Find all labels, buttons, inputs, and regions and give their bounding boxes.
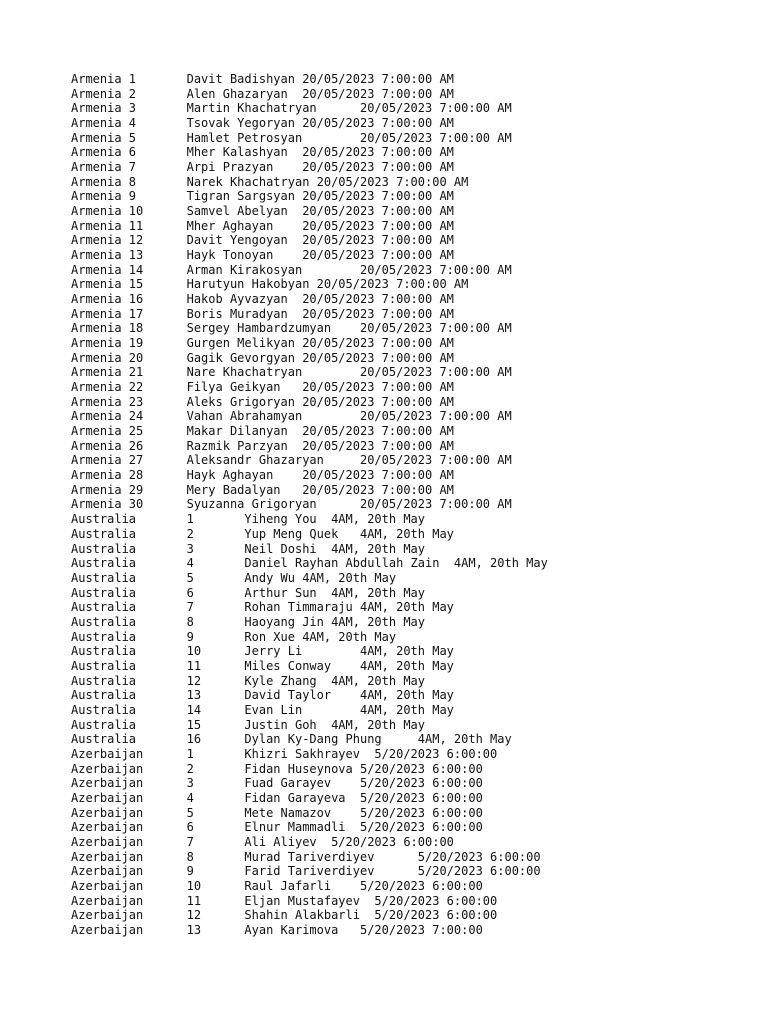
text-line: Australia 10 Jerry Li 4AM, 20th May bbox=[71, 644, 454, 659]
text-line: Azerbaijan 12 Shahin Alakbarli 5/20/2023 6:00:00 bbox=[71, 908, 498, 923]
text-line: Armenia 15 Harutyun Hakobyan 20/05/2023 7:00:00 AM bbox=[71, 277, 469, 292]
text-line: Armenia 7 Arpi Prazyan 20/05/2023 7:00:00 AM bbox=[71, 160, 454, 175]
text-line: Australia 3 Neil Doshi 4AM, 20th May bbox=[71, 541, 426, 556]
text-line: Armenia 5 Hamlet Petrosyan 20/05/2023 7:00:00 AM bbox=[71, 130, 512, 145]
text-line: Armenia 8 Narek Khachatryan 20/05/2023 7:00:00 AM bbox=[71, 174, 469, 189]
text-line: Armenia 19 Gurgen Melikyan 20/05/2023 7:00:00 AM bbox=[71, 336, 454, 351]
text-line: Australia 1 Yiheng You 4AM, 20th May bbox=[71, 512, 426, 527]
text-line: Armenia 18 Sergey Hambardzumyan 20/05/2023 7:00:00 AM bbox=[71, 321, 512, 336]
text-line: Australia 11 Miles Conway 4AM, 20th May bbox=[71, 658, 454, 673]
text-line: Australia 7 Rohan Timmaraju 4AM, 20th May bbox=[71, 600, 454, 615]
text-line: Armenia 29 Mery Badalyan 20/05/2023 7:00:00 AM bbox=[71, 482, 454, 497]
text-line: Armenia 24 Vahan Abrahamyan 20/05/2023 7:00:00 AM bbox=[71, 409, 512, 424]
text-line: Azerbaijan 13 Ayan Karimova 5/20/2023 7:00:00 bbox=[71, 922, 483, 937]
text-line: Azerbaijan 8 Murad Tariverdiyev 5/20/2023 6:00:00 bbox=[71, 849, 541, 864]
text-line: Armenia 28 Hayk Aghayan 20/05/2023 7:00:00 AM bbox=[71, 468, 454, 483]
text-line: Armenia 11 Mher Aghayan 20/05/2023 7:00:00 AM bbox=[71, 218, 454, 233]
text-line: Armenia 1 Davit Badishyan 20/05/2023 7:00:00 AM bbox=[71, 72, 454, 86]
text-line: Armenia 22 Filya Geikyan 20/05/2023 7:00:00 AM bbox=[71, 380, 454, 395]
text-line: Australia 2 Yup Meng Quek 4AM, 20th May bbox=[71, 526, 454, 541]
text-line: Armenia 14 Arman Kirakosyan 20/05/2023 7:00:00 AM bbox=[71, 262, 512, 277]
text-line: Armenia 12 Davit Yengoyan 20/05/2023 7:00:00 AM bbox=[71, 233, 454, 248]
text-line: Australia 8 Haoyang Jin 4AM, 20th May bbox=[71, 614, 426, 629]
text-line: Azerbaijan 11 Eljan Mustafayev 5/20/2023 6:00:00 bbox=[71, 893, 498, 908]
text-line: Azerbaijan 1 Khizri Sakhrayev 5/20/2023 6:00:00 bbox=[71, 746, 498, 761]
text-line: Armenia 23 Aleks Grigoryan 20/05/2023 7:00:00 AM bbox=[71, 394, 454, 409]
text-line: Azerbaijan 3 Fuad Garayev 5/20/2023 6:00:00 bbox=[71, 776, 483, 791]
text-line: Armenia 30 Syuzanna Grigoryan 20/05/2023 7:00:00 AM bbox=[71, 497, 512, 512]
text-line: Azerbaijan 9 Farid Tariverdiyev 5/20/2023 6:00:00 bbox=[71, 864, 541, 879]
text-line: Australia 13 David Taylor 4AM, 20th May bbox=[71, 688, 454, 703]
text-line: Australia 9 Ron Xue 4AM, 20th May bbox=[71, 629, 397, 644]
text-line: Armenia 16 Hakob Ayvazyan 20/05/2023 7:00:00 AM bbox=[71, 292, 454, 307]
text-line: Australia 16 Dylan Ky-Dang Phung 4AM, 20th May bbox=[71, 732, 512, 747]
text-line: Australia 4 Daniel Rayhan Abdullah Zain 4AM, 20th May bbox=[71, 556, 548, 571]
text-line: Armenia 17 Boris Muradyan 20/05/2023 7:00:00 AM bbox=[71, 306, 454, 321]
text-line: Armenia 10 Samvel Abelyan 20/05/2023 7:00:00 AM bbox=[71, 204, 454, 219]
text-line: Armenia 3 Martin Khachatryan 20/05/2023 7:00:00 AM bbox=[71, 101, 512, 116]
text-line: Armenia 4 Tsovak Yegoryan 20/05/2023 7:00:00 AM bbox=[71, 116, 454, 131]
text-line: Australia 5 Andy Wu 4AM, 20th May bbox=[71, 570, 397, 585]
text-line: Armenia 9 Tigran Sargsyan 20/05/2023 7:00:00 AM bbox=[71, 189, 454, 204]
text-line: Australia 6 Arthur Sun 4AM, 20th May bbox=[71, 585, 426, 600]
text-listing bbox=[71, 72, 548, 938]
text-line: Armenia 25 Makar Dilanyan 20/05/2023 7:00:00 AM bbox=[71, 424, 454, 439]
text-line: Armenia 27 Aleksandr Ghazaryan 20/05/2023 7:00:00 AM bbox=[71, 453, 512, 468]
text-line: Armenia 20 Gagik Gevorgyan 20/05/2023 7:00:00 AM bbox=[71, 350, 454, 365]
text-line: Armenia 13 Hayk Tonoyan 20/05/2023 7:00:00 AM bbox=[71, 248, 454, 263]
text-line: Azerbaijan 7 Ali Aliyev 5/20/2023 6:00:00 bbox=[71, 834, 454, 849]
text-line: Armenia 26 Razmik Parzyan 20/05/2023 7:00:00 AM bbox=[71, 438, 454, 453]
text-line: Australia 12 Kyle Zhang 4AM, 20th May bbox=[71, 673, 426, 688]
text-line: Azerbaijan 10 Raul Jafarli 5/20/2023 6:00:00 bbox=[71, 878, 483, 893]
text-line: Australia 15 Justin Goh 4AM, 20th May bbox=[71, 717, 426, 732]
text-line: Armenia 2 Alen Ghazaryan 20/05/2023 7:00:00 AM bbox=[71, 86, 454, 101]
text-line: Armenia 6 Mher Kalashyan 20/05/2023 7:00:00 AM bbox=[71, 145, 454, 160]
text-line: Azerbaijan 4 Fidan Garayeva 5/20/2023 6:00:00 bbox=[71, 790, 483, 805]
text-line: Azerbaijan 6 Elnur Mammadli 5/20/2023 6:00:00 bbox=[71, 820, 483, 835]
text-line: Azerbaijan 5 Mete Namazov 5/20/2023 6:00:00 bbox=[71, 805, 483, 820]
text-line: Azerbaijan 2 Fidan Huseynova 5/20/2023 6:00:00 bbox=[71, 761, 483, 776]
text-line: Australia 14 Evan Lin 4AM, 20th May bbox=[71, 702, 454, 717]
text-line: Armenia 21 Nare Khachatryan 20/05/2023 7:00:00 AM bbox=[71, 365, 512, 380]
